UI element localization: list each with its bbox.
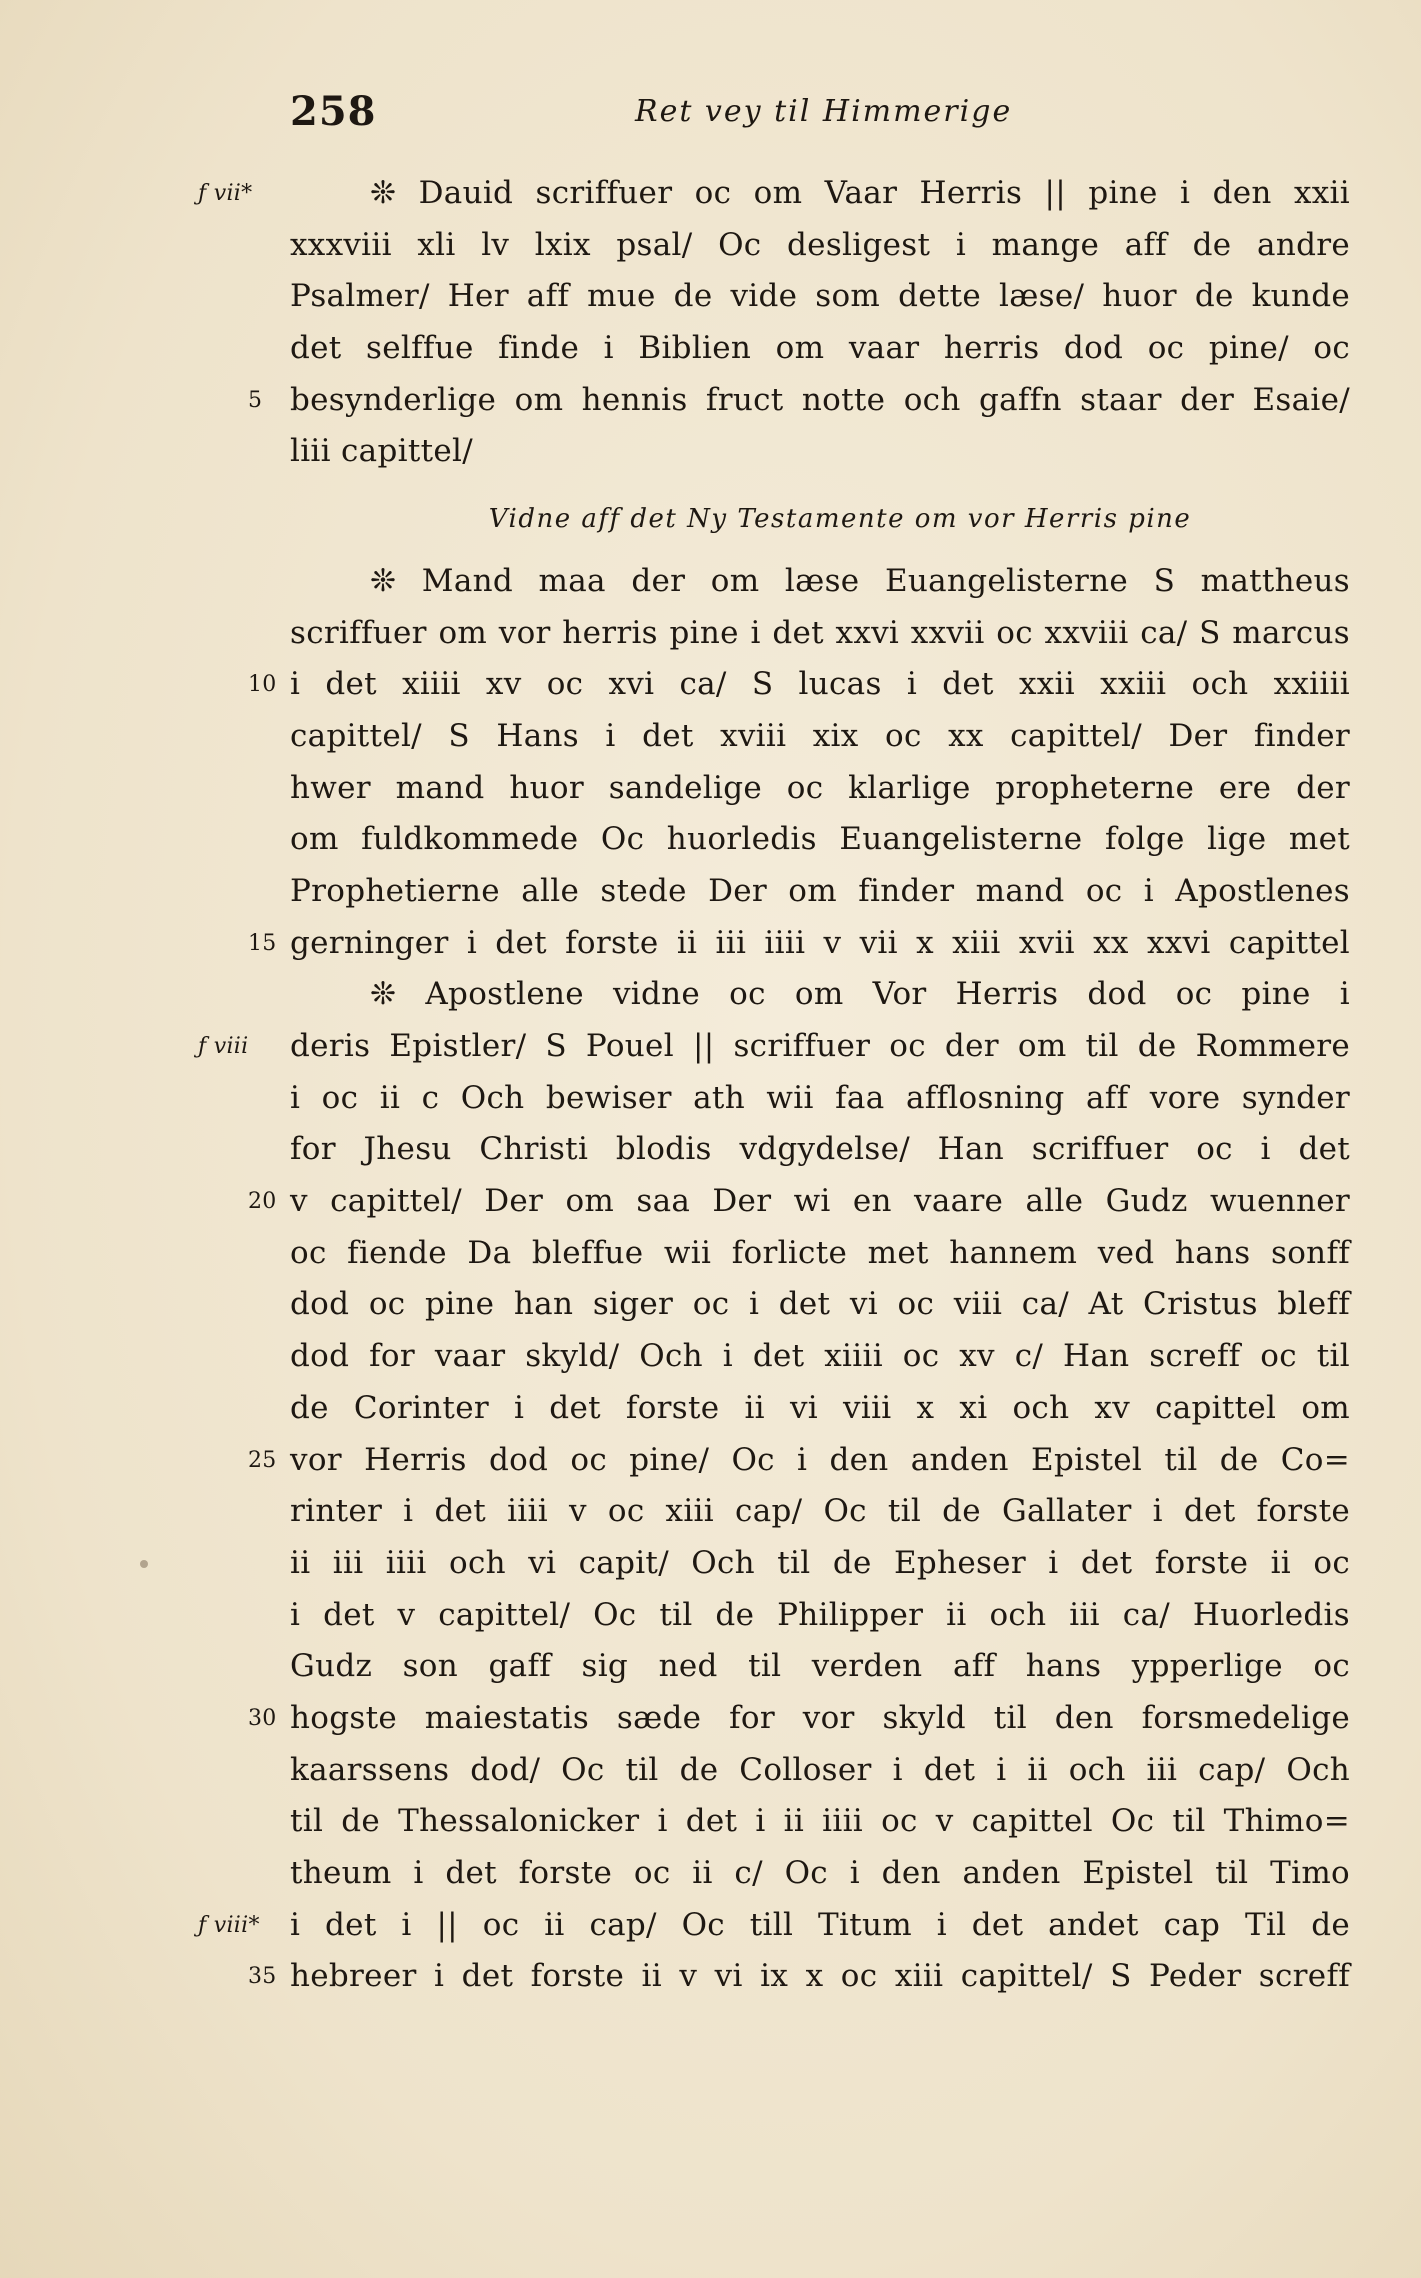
line-text: gerninger i det forste ii iii iiii v vii x xiii xvii xx xxvi capittel (290, 924, 1350, 961)
text-line (290, 1745, 1350, 1797)
text-line (290, 711, 1350, 763)
line-text: dod for vaar skyld/ Och i det xiiii oc xv c/ Han screff oc til (290, 1338, 1350, 1375)
line-text: theum i det forste oc ii c/ Oc i den anden Epistel til Timo (290, 1855, 1350, 1891)
line-text: scriffuer om vor herris pine i det xxvi xxvii oc xxviii ca/ S marcus (290, 614, 1350, 651)
text-line (290, 1383, 1350, 1435)
line-text: i det i || oc ii cap/ Oc till Titum i det andet cap Til de (290, 1906, 1350, 1943)
text-line (290, 1073, 1350, 1125)
running-title: Ret vey til Himmerige (635, 94, 1013, 129)
line-text: dod oc pine han siger oc i det vi oc viii ca/ At Cristus bleff (290, 1286, 1350, 1323)
line-text: oc fiende Da bleffue wii forlicte met hannem ved hans sonff (290, 1234, 1350, 1271)
text-line (290, 1486, 1350, 1538)
line-number: 10 (248, 672, 277, 698)
line-text: Gudz son gaff sig ned til verden aff hans ypperlige oc (290, 1648, 1350, 1685)
line-number: 25 (248, 1447, 277, 1473)
text-line (290, 1590, 1350, 1642)
line-text: det selffue finde i Biblien om vaar herris dod oc pine/ oc (290, 330, 1350, 367)
text-line (290, 1124, 1350, 1176)
text-line (290, 608, 1350, 660)
line-text: ❊ Apostlene vidne oc om Vor Herris dod oc pine i (370, 976, 1350, 1013)
text-line (198, 168, 1350, 220)
text-line (290, 969, 1350, 1021)
text-line (248, 1951, 1350, 2003)
text-line (290, 1228, 1350, 1280)
text-line (290, 814, 1350, 866)
text-line (290, 866, 1350, 918)
text-line (290, 220, 1350, 272)
line-text: Prophetierne alle stede Der om finder mand oc i Apostlenes (290, 872, 1350, 909)
line-text: rinter i det iiii v oc xiii cap/ Oc til de Gallater i det forste (290, 1493, 1350, 1530)
line-text: til de Thessalonicker i det i ii iiii oc v capittel Oc til Thimo= (290, 1803, 1350, 1840)
text-line (248, 1435, 1350, 1487)
text-line (248, 1176, 1350, 1228)
text-line (198, 1021, 1350, 1073)
signature-mark: ƒ vii* (198, 181, 253, 206)
line-text: de Corinter i det forste ii vi viii x xi och xv capittel om (290, 1389, 1350, 1426)
line-text: hebreer i det forste ii v vi ix x oc xiii capittel/ S Peder screff (290, 1958, 1350, 1995)
line-text: for Jhesu Christi blodis vdgydelse/ Han scriffuer oc i det (290, 1131, 1350, 1168)
section-heading: Vidne aff det Ny Testamente om vor Herris pine (488, 504, 1192, 535)
line-text: liii capittel/ (290, 433, 473, 470)
text-line (290, 763, 1350, 815)
text-line (290, 426, 1350, 478)
signature-mark: ƒ viii* (198, 1912, 260, 1938)
line-text: ❊ Dauid scriffuer oc om Vaar Herris || pine i den xxii (370, 175, 1350, 211)
line-number: 30 (248, 1705, 277, 1731)
line-number: 5 (248, 387, 263, 413)
signature-mark: ƒ viii (198, 1034, 249, 1059)
text-line (248, 659, 1350, 711)
heading-line (290, 494, 1350, 546)
line-text: v capittel/ Der om saa Der wi en vaare alle Gudz wuenner (290, 1183, 1350, 1220)
text-line (290, 1279, 1350, 1331)
line-text: kaarssens dod/ Oc til de Colloser i det i ii och iii cap/ Och (290, 1751, 1350, 1788)
line-text: om fuldkommede Oc huorledis Euangelisterne folge lige met (290, 821, 1350, 858)
line-number: 20 (248, 1189, 277, 1215)
text-line (290, 1848, 1350, 1900)
line-text: xxxviii xli lv lxix psal/ Oc desligest i mange aff de andre (290, 226, 1350, 263)
text-line (290, 323, 1350, 375)
line-text: capittel/ S Hans i det xviii xix oc xx capittel/ Der finder (290, 717, 1350, 754)
text-line (248, 1693, 1350, 1745)
page-header (290, 88, 1350, 138)
text-line (248, 375, 1350, 427)
text-line (248, 918, 1350, 970)
text-line (290, 271, 1350, 323)
line-text: ❊ Mand maa der om læse Euangelisterne S mattheus (370, 562, 1350, 599)
line-number: 15 (248, 930, 277, 956)
line-text: i det xiiii xv oc xvi ca/ S lucas i det xxii xxiii och xxiiii (290, 666, 1350, 703)
text-line (290, 1331, 1350, 1383)
text-line (290, 556, 1350, 608)
text-line (198, 1900, 1350, 1952)
text-block (198, 168, 1350, 2003)
line-text: i oc ii c Och bewiser ath wii faa afflosning aff vore synder (290, 1079, 1350, 1116)
line-number: 35 (248, 1964, 277, 1990)
paper-speck (140, 1560, 148, 1568)
line-text: vor Herris dod oc pine/ Oc i den anden Epistel til de Co= (290, 1441, 1350, 1478)
line-text: ii iii iiii och vi capit/ Och til de Epheser i det forste ii oc (290, 1544, 1350, 1581)
line-text: hogste maiestatis sæde for vor skyld til den forsmedelige (290, 1699, 1350, 1736)
text-line (290, 1538, 1350, 1590)
line-text: deris Epistler/ S Pouel || scriffuer oc der om til de Rommere (290, 1028, 1350, 1064)
line-text: besynderlige om hennis fruct notte och gaffn staar der Esaie/ (290, 381, 1350, 418)
line-text: i det v capittel/ Oc til de Philipper ii och iii ca/ Huorledis (290, 1596, 1350, 1633)
text-line (290, 1796, 1350, 1848)
text-line (290, 1641, 1350, 1693)
line-text: hwer mand huor sandelige oc klarlige propheterne ere der (290, 769, 1350, 806)
page-number: 258 (290, 88, 377, 135)
line-text: Psalmer/ Her aff mue de vide som dette læse/ huor de kunde (290, 278, 1350, 315)
